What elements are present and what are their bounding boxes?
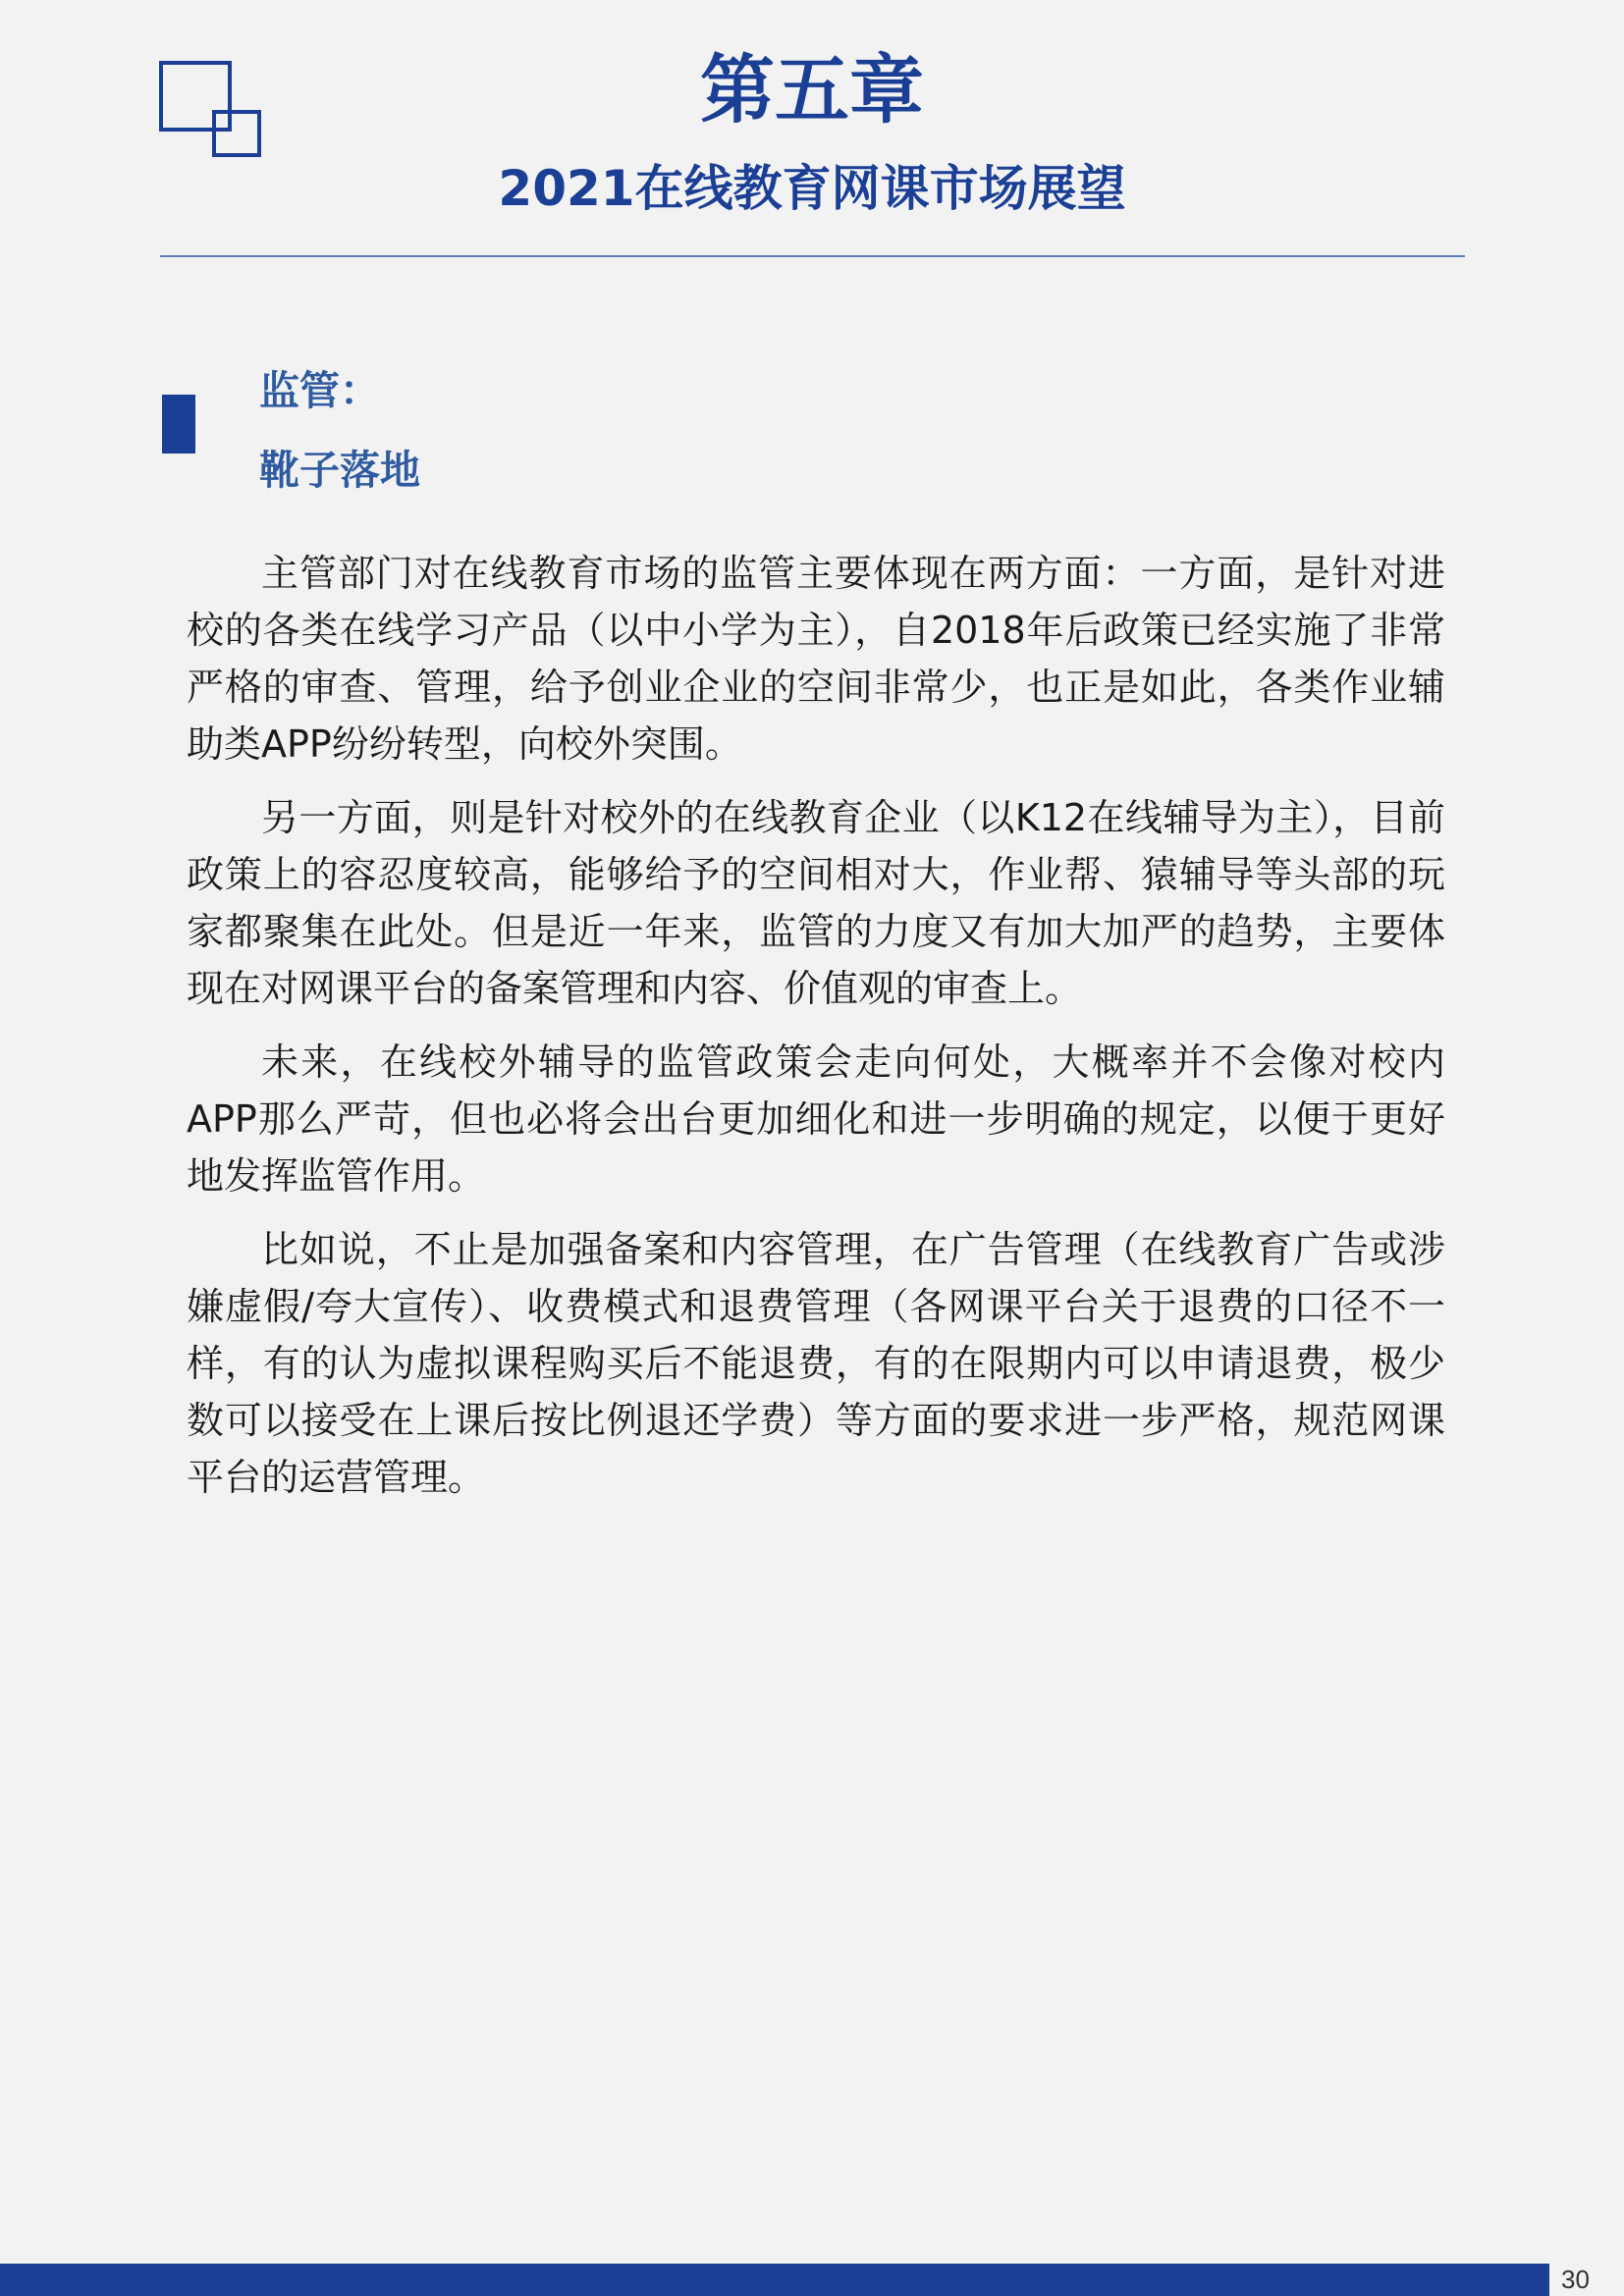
paragraph-2: 另一方面，则是针对校外的在线教育企业（以K12在线辅导为主），目前政策上的容忍度较高，能够给予的空间相对大，作业帮、猿辅导等头部的玩家都聚集在此处。但是近一年来，监管的力度又有加大加严的趋势，主要体现在对网课平台的备案管理和内容、价值观的审查上。 <box>187 796 1445 1010</box>
chapter-title: 第五章 <box>700 46 924 133</box>
body-text <box>187 545 1445 1522</box>
header-divider <box>160 255 1465 257</box>
footer-bar <box>0 2264 1549 2296</box>
paragraph-4: 比如说，不止是加强备案和内容管理，在广告管理（在线教育广告或涉嫌虚假/夸大宣传）、收费模式和退费管理（各网课平台关于退费的口径不一样，有的认为虚拟课程购买后不能退费，有的在限期内可以申请退费，极少数可以接受在上课后按比例退还学费）等方面的要求进一步严格，规范网课平台的运营管理。 <box>187 1228 1445 1499</box>
section-title-line2: 靴子落地 <box>259 447 420 494</box>
section-title-line1: 监管： <box>259 367 380 414</box>
paragraph-3: 未来，在线校外辅导的监管政策会走向何处，大概率并不会像对校内APP那么严苛，但也必将会出台更加细化和进一步明确的规定，以便于更好地发挥监管作用。 <box>187 1041 1445 1198</box>
chapter-subtitle: 2021在线教育网课市场展望 <box>498 160 1126 217</box>
page-number: 30 <box>1561 2265 1590 2294</box>
paragraph-1: 主管部门对在线教育市场的监管主要体现在两方面：一方面，是针对进校的各类在线学习产品（以中小学为主），自2018年后政策已经实施了非常严格的审查、管理，给予创业企业的空间非常少，也正是如此，各类作业辅助类APP纷纷转型，向校外突围。 <box>187 552 1445 766</box>
section-marker-bar <box>162 395 195 454</box>
